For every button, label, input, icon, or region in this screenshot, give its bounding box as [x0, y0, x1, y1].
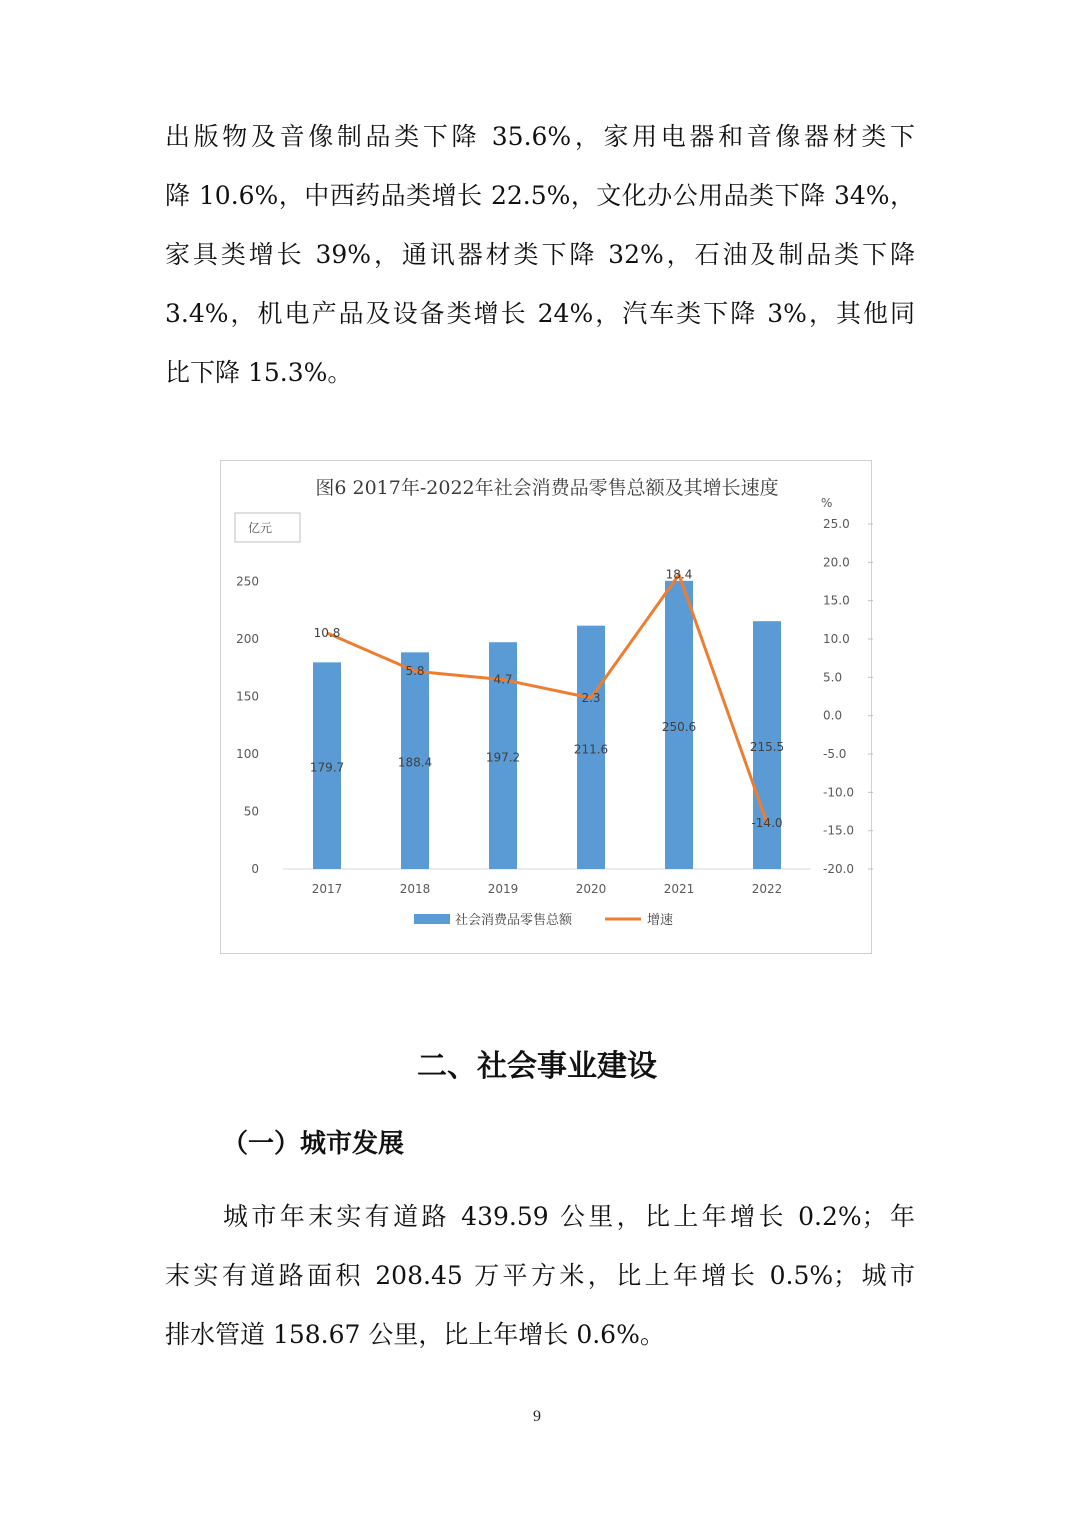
- right-tick-label: 10.0: [823, 632, 850, 646]
- bar-data-label: 188.4: [397, 755, 433, 770]
- bar-data-label: 215.5: [749, 740, 785, 755]
- right-tick-label: -20.0: [823, 862, 855, 876]
- section-heading: 二、社会事业建设: [417, 1049, 657, 1084]
- line-data-label: 2.3: [581, 691, 601, 706]
- text-line: 家具类增长 39%，通讯器材类下降 32%，石油及制品类下降: [165, 240, 915, 269]
- x-tick-label: 2019: [487, 882, 519, 896]
- left-tick-label: 200: [236, 632, 259, 646]
- left-tick-label: 250: [236, 574, 259, 589]
- growth-line: [327, 575, 767, 823]
- right-tick-label: 0.0: [823, 708, 843, 723]
- body-paragraph-1: [165, 107, 915, 402]
- legend-label-bar: 社会消费品零售总额: [455, 913, 573, 928]
- sub-heading: （一）城市发展: [222, 1129, 405, 1159]
- line-data-label: -14.0: [751, 816, 783, 830]
- line-data-label: 10.8: [313, 625, 341, 640]
- line-data-label: 4.7: [493, 672, 513, 687]
- x-tick-label: 2021: [663, 882, 695, 896]
- left-axis-ticks: [236, 575, 259, 877]
- text-line: 末实有道路面积 208.45 万平方米，比上年增长 0.5%；城市: [165, 1261, 915, 1290]
- chart-legend: [414, 912, 673, 928]
- body-paragraph-2: [165, 1187, 915, 1364]
- right-tick-label: -5.0: [823, 747, 847, 761]
- x-tick-label: 2022: [751, 882, 783, 896]
- legend-swatch-bar: [414, 914, 450, 924]
- right-tick-label: 5.0: [823, 670, 843, 685]
- bar-data-label: 211.6: [573, 742, 609, 757]
- right-axis-ticks: [823, 517, 873, 876]
- bar-data-label: 197.2: [485, 750, 521, 765]
- left-tick-label: 100: [236, 747, 259, 761]
- x-tick-label: 2020: [575, 882, 607, 896]
- legend-label-line: 增速: [647, 913, 674, 928]
- bar-data-labels: [310, 720, 784, 775]
- bar-data-label: 250.6: [661, 719, 697, 734]
- x-tick-label: 2017: [311, 882, 343, 896]
- page-number: 9: [533, 1408, 541, 1425]
- line-data-labels: [314, 568, 783, 830]
- chart-figure: [220, 460, 872, 954]
- left-tick-label: 150: [236, 689, 259, 704]
- text-line: 出版物及音像制品类下降 35.6%，家用电器和音像器材类下: [165, 122, 915, 151]
- right-axis-unit: %: [821, 496, 833, 510]
- x-axis-ticks: [312, 882, 783, 896]
- text-line: 比下降 15.3%。: [165, 358, 353, 387]
- right-tick-label: -15.0: [823, 823, 855, 838]
- line-data-label: 18.4: [665, 567, 693, 582]
- chart-title: 图6 2017年-2022年社会消费品零售总额及其增长速度: [315, 477, 779, 499]
- left-tick-label: 0: [251, 862, 259, 876]
- text-line: 城市年末实有道路 439.59 公里，比上年增长 0.2%；年: [223, 1202, 915, 1231]
- bar-data-label: 179.7: [309, 760, 345, 775]
- chart-canvas: [221, 461, 873, 955]
- growth-line-series: [327, 575, 767, 823]
- left-axis-unit: 亿元: [248, 521, 273, 535]
- line-data-label: 5.8: [405, 664, 425, 679]
- x-tick-label: 2018: [399, 882, 431, 896]
- left-tick-label: 50: [243, 804, 259, 819]
- text-line: 排水管道 158.67 公里，比上年增长 0.6%。: [165, 1320, 665, 1349]
- right-tick-label: 20.0: [823, 555, 850, 570]
- right-tick-label: 25.0: [823, 517, 850, 531]
- text-line: 降 10.6%，中西药品类增长 22.5%，文化办公用品类下降 34%，: [165, 181, 915, 210]
- right-tick-label: 15.0: [823, 593, 850, 608]
- text-line: 3.4%，机电产品及设备类增长 24%，汽车类下降 3%，其他同: [165, 299, 915, 328]
- right-tick-label: -10.0: [823, 785, 855, 800]
- bar-series: [313, 581, 781, 869]
